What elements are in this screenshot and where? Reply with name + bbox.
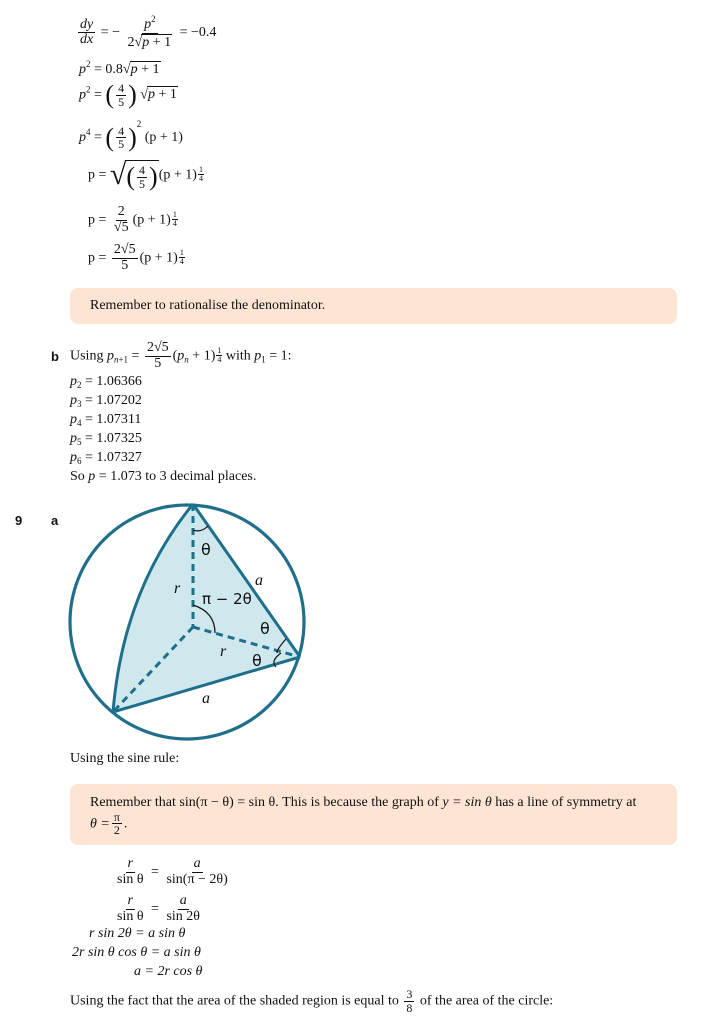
eq2-num-a: a — [179, 893, 187, 908]
eq1-num-r: r — [127, 856, 133, 871]
question-number: 9 — [15, 513, 23, 528]
tip-text-pre: Remember that sin(π − θ) = sin θ. This is because the graph of — [90, 795, 439, 810]
iter-sub: 3 — [77, 399, 82, 409]
iter-sym: p — [70, 431, 77, 446]
iter-value: = 1.07325 — [85, 431, 142, 446]
iter-sub: 5 — [77, 437, 82, 447]
sine-eq-3 — [89, 927, 185, 941]
eq-line2: $p^2 = 0.8√p + 1$ — [79, 59, 160, 77]
frac-num-2root5: 2√5 — [113, 242, 136, 257]
iter-value: = 1.06366 — [85, 374, 142, 389]
iter-sym: p — [70, 412, 77, 427]
eq-line4-paren: (p + 1) — [144, 130, 183, 145]
label-r-left: r — [174, 580, 181, 597]
eq2-den-sin2: sin 2θ — [166, 908, 200, 924]
label-r-mid: r — [220, 643, 227, 660]
label-theta-top: θ — [201, 540, 211, 559]
label-theta-mid: θ — [260, 619, 270, 638]
final-num: 3 — [406, 987, 413, 1001]
frac-num-2: 2 — [117, 204, 125, 219]
eq-line5-paren: (p + 1) — [158, 167, 197, 183]
part-b-using: Using — [70, 348, 104, 364]
tip-callout-sine-symmetry — [70, 784, 677, 845]
frac-den-5: 5 — [121, 257, 129, 273]
iter-sub: 4 — [77, 418, 82, 428]
p-equals: p = — [88, 212, 107, 228]
tip-text-mid: has a line of symmetry at — [495, 795, 637, 810]
part-b-p1: = 1: — [269, 348, 292, 364]
eq1-num-a: a — [193, 856, 201, 871]
label-pi-minus-2theta: π − 2θ — [202, 590, 252, 608]
tip-line-2: θ = $\frac{\pi}{2}$ . — [90, 809, 128, 838]
eq1-den-sin: sin θ — [117, 871, 144, 887]
conclusion-line: So p = 1.073 to 3 decimal places. — [70, 469, 257, 484]
eq4-lhs: 2r sin θ cos θ — [72, 945, 148, 960]
part-b-with: with — [225, 348, 251, 364]
iter-value: = 1.07202 — [85, 393, 142, 408]
tip-y-eq: y = sin θ — [442, 795, 492, 810]
iter-sym: p — [70, 450, 77, 465]
iter-sym: p — [70, 393, 77, 408]
frac-den-root5: √5 — [113, 219, 129, 235]
eq5-lhs: a — [134, 964, 141, 979]
tip-two: 2 — [113, 823, 120, 838]
conclusion-text: = 1.073 to 3 decimal places. — [98, 469, 257, 484]
eq-line6-paren: (p + 1) — [132, 212, 171, 228]
final-text-post: of the area of the circle: — [419, 993, 554, 1009]
eq-line2-coef: = 0.8 — [94, 62, 123, 77]
eq3-lhs: r sin 2θ — [89, 926, 132, 941]
eq-line4: $p^4$ = ( $\frac{4}{5}$ )$^2$ (p + 1) — [79, 119, 183, 152]
iter-sym: p — [70, 374, 77, 389]
eq-line5: p = √( $\frac{4}{5}$ )(p + 1) $\frac{1}{4}$ — [88, 158, 203, 192]
eq-line7: p = $\frac{2√5}{5}$ (p + 1) $\frac{1}{4}$ — [88, 242, 184, 273]
conclusion-so: So — [70, 469, 85, 484]
iter-value: = 1.07311 — [85, 412, 142, 427]
part-b-recurrence: Using $p_{n+1}$ = $\frac{2√5}{5}$ $(p_n + 1)$ $\frac{1}{4}$ with $p_1 = 1$: — [70, 340, 292, 371]
sine-eq-1: $\frac{r}{\text{sin θ}}$ = $\frac{a}{\sin(\pi - 2\theta)}$ — [117, 856, 228, 887]
tip-callout-rationalise-text: Remember to rationalise the denominator. — [90, 298, 326, 313]
part-b-label: b — [51, 349, 59, 364]
p-equals: p = — [88, 167, 107, 183]
question-part-label: a — [51, 513, 59, 528]
eq-line6: p = $\frac{2}{√5}$ (p + 1) $\frac{1}{4}$ — [88, 204, 177, 235]
eq3-rhs: = a sin θ — [135, 926, 186, 941]
eq1-den-sin-pi: sin(π − 2θ) — [166, 871, 228, 887]
tip-line-1 — [90, 794, 657, 813]
eq-line7-paren: (p + 1) — [139, 250, 178, 266]
sine-eq-2: $\frac{r}{\text{sin θ}}$ = $\frac{a}{\sin 2\theta}$ — [117, 893, 200, 924]
label-theta-right: θ — [252, 651, 262, 670]
p-equals: p = — [88, 250, 107, 266]
label-a-bottom: a — [202, 690, 210, 707]
iter-sub: 2 — [77, 380, 82, 390]
final-den: 8 — [406, 1000, 413, 1015]
iter-sub: 6 — [77, 456, 82, 466]
sine-eq-4 — [72, 946, 201, 960]
final-text-pre: Using the fact that the area of the shaded region is equal to — [70, 993, 399, 1009]
eq2-den-sin: sin θ — [117, 908, 144, 924]
eq4-rhs: = a sin θ — [150, 945, 201, 960]
eq5-rhs: = 2r cos θ — [144, 964, 203, 979]
tip-pi: π — [113, 809, 120, 824]
sine-rule-text: Using the sine rule: — [70, 751, 180, 766]
iter-value: = 1.07327 — [85, 450, 142, 465]
eq-dy-dx-result: = −0.4 — [179, 24, 217, 40]
eq-line3: $p^2$ = ( $\frac{4}{5}$ ) √p + 1 — [79, 80, 177, 110]
label-a-right: a — [255, 572, 263, 589]
final-text — [70, 988, 553, 1014]
eq2-num-r: r — [127, 893, 133, 908]
eq-dy-dx: $\frac{dy}{dx}$ = − $\frac{p^2}{2√p + 1}$ = −0.4 — [80, 14, 217, 50]
sine-eq-5 — [134, 965, 202, 979]
tip-theta-eq: θ = — [90, 816, 110, 832]
